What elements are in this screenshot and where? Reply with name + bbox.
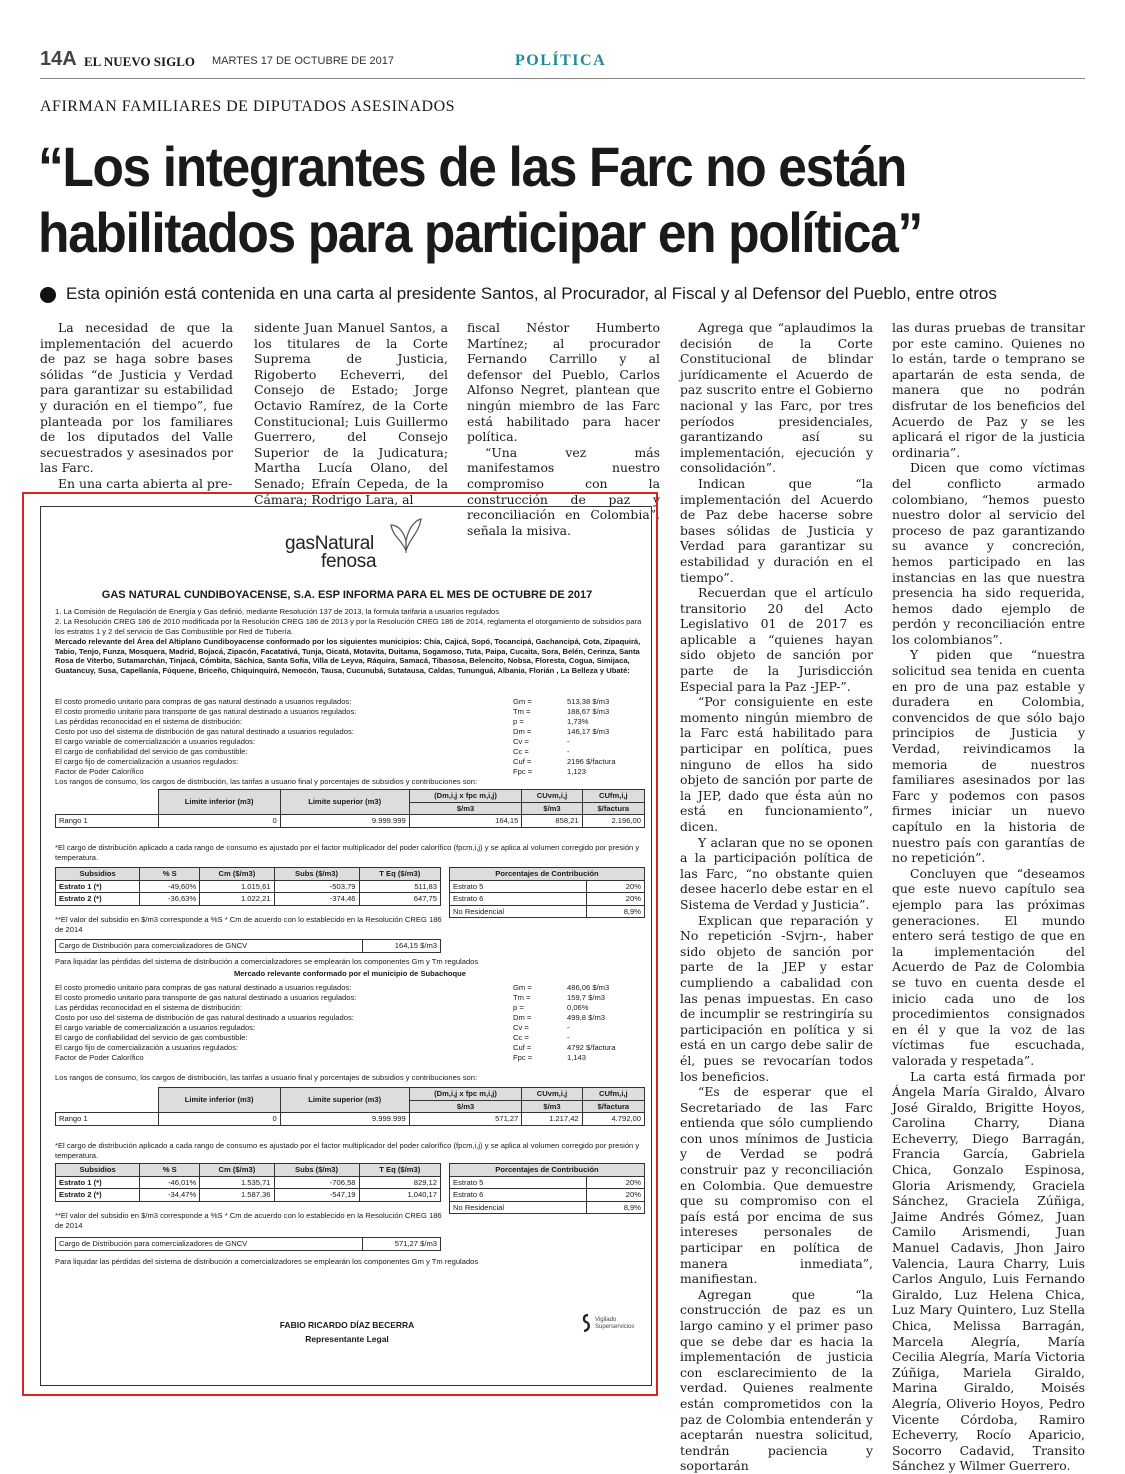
subsidy-table — [55, 1163, 441, 1202]
table-row: Limite inferior (m3) Limite superior (m3) (Dm,i,j x fpc m,i,j) CUvm,i,j CUfm,i,j — [56, 790, 645, 803]
paragraph: Y piden que “nuestra solicitud sea tenida en cuenta en pro de una paz estable y duradera en Colombia, convencidos de que sólo bajo principios de Justicia y Verdad, reivindicamos la memoria de nuestros familiares asesinados por las Farc y podemos con pasos firmes iniciar un nuevo capítulo en la historia de nuestro país con garantías de no repetición”. — [892, 647, 1085, 866]
page-number: 14A — [40, 48, 77, 70]
table-row: $/m3 $/m3 $/factura — [56, 802, 645, 815]
table-row: No Residencial 8,9% — [450, 905, 645, 918]
signer-role: Representante Legal — [305, 1334, 389, 1344]
losses-note: Para liquidar las pérdidas del sistema de distribución a comercializadores se emplearán los componentes Gm y Tm regulados — [55, 957, 479, 966]
subsidy-note: **El valor del subsidio en $/m3 corresponde a %S * Cm de acuerdo con lo establecido en la Resolución CREG 186 de 2014 — [55, 915, 442, 934]
table-row: Estrato 2 (*) -34,47% 1.587,36 -547,19 1.040,17 — [56, 1189, 441, 1202]
article-headline — [38, 134, 1013, 266]
subsidy-note: **El valor del subsidio en $/m3 corresponde a %S * Cm de acuerdo con lo establecido en la Resolución CREG 186 de 2014 — [55, 1211, 442, 1230]
ad-note: 2. La Resolución CREG 186 de 2010 modificada por la Resolución CREG 186 de 2013 y por la Resolución CREG 186 de 2014, reglamenta el otorgamiento de subsidios para los estratos 1 y 2 del servicio de Gas Combustible por Red de Tubería. — [55, 617, 642, 636]
tariff-param-row: Las pérdidas reconocidad en el sistema de distribución: p = 1,73% — [55, 717, 589, 726]
tariff-param-row: El cargo de confiabilidad del servicio de gas combustible: Cc = - — [55, 1033, 570, 1042]
tariff-param-row: El costo promedio unitario para compras de gas natural destinado a usuarios regulados: Gm = 513,38 $/m3 — [55, 697, 610, 706]
paragraph: Y aclaran que no se oponen a la participación política de las Farc, “no obstante quien desee hacerlo debe estar en el Sistema de Verdad y Justicia”. — [680, 834, 873, 912]
gncv-table — [55, 1237, 441, 1251]
table-row: Subsidios % S Cm ($/m3) Subs ($/m3) T Eq ($/m3) — [56, 868, 441, 881]
page-header — [40, 46, 1085, 79]
paragraph: Indican que “la implementación del Acuerdo de Paz debe hacerse sobre bases sólidas de Justicia y Verdad para garantizar su estabilidad y duración en el tiempo”. — [680, 475, 873, 585]
tariff-param-row: El cargo variable de comercialización a usuarios regulados: Cv = - — [55, 1023, 570, 1032]
paragraph: “Por consiguiente en este momento ningún miembro de la Farc está habilitado para participar en política, pues ninguno de ellos ha sido objeto de sanción por parte de la JEP, dado que ésta aún no está en funcionamiento”, dicen. — [680, 694, 873, 834]
logo-text: gasNatural — [285, 533, 374, 554]
contribution-table — [449, 867, 645, 918]
table-row: Estrato 2 (*) -36,63% 1.022,21 -374,46 647,75 — [56, 893, 441, 906]
table-row: Subsidios % S Cm ($/m3) Subs ($/m3) T Eq ($/m3) — [56, 1164, 441, 1177]
paragraph: “Es de esperar que el Secretariado de las Farc entienda que sólo cumpliendo con unos mínimos de Justicia y de Verdad se podrá construir paz y reconciliación en Colombia. Que demuestre que su compromiso con el país está por encima de sus intereses personales de participar en política de manera inmediata”, manifiestan. — [680, 1084, 873, 1287]
newspaper-name: EL NUEVO SIGLO — [84, 54, 195, 69]
tariff-param-row: Factor de Poder Calorífico Fpc = 1,123 — [55, 767, 587, 776]
paragraph: “Una vez más manifestamos nuestro compromiso con la construcción de paz y reconciliación en Colombia”, señala la misiva. — [467, 444, 660, 538]
article-subhead: Esta opinión está contenida en una carta al presidente Santos, al Procurador, al Fiscal y al Defensor del Pueblo, entre otros — [66, 284, 997, 303]
subsidy-table — [55, 867, 441, 906]
paragraph: Recuerdan que el artículo transitorio 20 del Acto Legislativo 01 de 2017 es aplicable a “quienes hayan sido objeto de sanción por parte de la Jurisdicción Especial para la Paz -JEP-”. — [680, 585, 873, 694]
tariff-param-row: El costo promedio unitario para compras de gas natural destinado a usuarios regulados: Gm = 486,06 $/m3 — [55, 983, 610, 992]
paragraph: La necesidad de que la implementación del acuerdo de paz se haga sobre bases sólidas “de Justicia y Verdad para garantizar su estabilidad y duración en el tiempo”, fue planteada por los familiares de los diputados del Valle secuestrados y asesinados por las Farc. — [40, 320, 233, 476]
paragraph: Agregan que “la construcción de paz es un largo camino y el primer paso que se debe dar es hacia la implementación de justicia con esclarecimiento de la verdad. Quienes realmente están comprometidos con la paz de Colombia entenderán y aceptarán nuestra solicitud, tendrán paciencia y soportarán — [680, 1286, 873, 1474]
paragraph: Agrega que “aplaudimos la decisión de la Corte Constitucional de blindar jurídicamente el Acuerdo de paz suscrito entre el Gobierno nacional y las Farc, por tres períodos presidenciales, garantizando así su implementación, ejecución y consolidación”. — [680, 320, 873, 476]
tariff-param-row: Las pérdidas reconocidad en el sistema de distribución: p = 0,06% — [55, 1003, 589, 1012]
table-row: No Residencial 8,9% — [450, 1201, 645, 1214]
article-column-2 — [254, 320, 448, 507]
paragraph: fiscal Néstor Humberto Martínez; al procurador Fernando Carrillo y al defensor del Pueblo, Carlos Alfonso Negret, plantean que ningún miembro de las Farc está habilitado para hacer política. — [467, 320, 660, 445]
superservicios-icon — [581, 1313, 591, 1333]
market-description: Mercado relevante del Área del Altiplano Cundiboyacense conformado por los siguientes municipios: Chía, Cajicá, Sopó, Tocancipá, Gachancipá, Cota, Zipaquirá, Tabio, Tenjo, Funza, Mosquera, Madrid, Bojacá, Zipacón, Facatativá, Tunja, Oicatá, Motavita, Duitama, Sogamoso, Tuta, Paipa, Cucaita, Sora, Belén, Cerinza, Santa Rosa de Viterbo, Sutamarchán, Tinjacá, Cómbita, Sáchica, Santa Sofía, Villa de Leyva, Ráquira, Samacá, Tibasosa, Belencito, Nobsa, Floresta, Cogua, Simijaca, Guatancuy, Susa, Capellanía, Fúquene, Briceño, Chiquinquirá, Nemocón, Tausa, Cucunubá, Sutatausa, Caldas, Tununguá, Albania, Florián , La Belleza y Ubaté: — [55, 637, 641, 675]
rates-table — [55, 1087, 645, 1126]
paragraph: En una carta abierta al pre- — [58, 475, 233, 491]
logo-text: fenosa — [321, 551, 377, 572]
ad-title: GAS NATURAL CUNDIBOYACENSE, S.A. ESP INFORMA PARA EL MES DE OCTUBRE DE 2017 — [101, 589, 593, 601]
table-row: Estrato 6 20% — [450, 1189, 645, 1202]
distribution-note: *El cargo de distribución aplicado a cada rango de consumo es ajustado por el factor multiplicador del poder calorífico (fpcm,i,j) y se aplica al volumen corregido por presión y temperatura. — [55, 1141, 640, 1160]
paragraph: sidente Juan Manuel Santos, a los titulares de la Corte Suprema de Justicia, Rigoberto Echeverri, del Consejo de Estado; Jorge Octavio Ramírez, de la Corte Constitucional; Luis Guillermo Guerrero, del Consejo Superior de la Judicatura; Martha Lucía Olano, del Senado; Efraín Cepeda, de la Cámara; Rodrigo Lara, al — [254, 320, 448, 507]
table-row: Estrato 1 (*) -46,01% 1.535,71 -706,58 829,12 — [56, 1176, 441, 1189]
issue-date: MARTES 17 DE OCTUBRE DE 2017 — [212, 55, 394, 67]
table-row: Estrato 6 20% — [450, 893, 645, 906]
losses-note: Para liquidar las pérdidas del sistema de distribución a comercializadores se emplearán los componentes Gm y Tm regulados — [55, 1257, 479, 1266]
article-kicker: AFIRMAN FAMILIARES DE DIPUTADOS ASESINADOS — [40, 98, 456, 115]
rates-table — [55, 789, 645, 828]
section-name: POLÍTICA — [515, 52, 607, 69]
tariff-param-row: Factor de Poder Calorífico Fpc = 1,143 — [55, 1053, 587, 1062]
headline-line-2: habilitados para participar en política” — [38, 201, 922, 264]
headline-line-1: “Los integrantes de las Farc no están — [38, 135, 906, 198]
paragraph: La carta está firmada por Ángela María Giraldo, Álvaro José Giraldo, Brigitte Hoyos, Carolina Charry, Diana Echeverry, Diego Barragán, Francia García, Gabriela Chica, Gonzalo Espinosa, Gloria Arismendy, Graciela Sánchez, Graciela Zúñiga, Jaime Andrés Gómez, Juan Camilo Arismendi, Juan Manuel Cadavis, Jhon Jairo Valencia, Laura Charry, Luis Carlos Angulo, Luis Fernando Giraldo, Luz Helena Chica, Luz Mary Quintero, Luz Stella Chica, Melissa Barragán, Marcela Alegría, María Cecilia Alegría, María Victoria Zúñiga, Mariela Giraldo, Marina Giraldo, Moisés Alegría, Oliverio Hoyos, Pedro Vicente Córdoba, Ramiro Echeverry, Rocío Aparicio, Socorro Cadavid, Transito Sánchez y Wilmer Guerrero. — [892, 1068, 1085, 1474]
table-row: Estrato 1 (*) -49,60% 1.015,61 -503,79 511,83 — [56, 880, 441, 893]
tariff-param-row: El costo promedio unitario para transporte de gas natural destinado a usuarios regulados: Tm = 188,67 $/m3 — [55, 707, 610, 716]
table-row: Estrato 5 20% — [450, 1176, 645, 1189]
table-row: Estrato 5 20% — [450, 880, 645, 893]
table-row: Cargo de Distribución para comercializadores de GNCV 164,15 $/m3 — [56, 940, 441, 953]
table-row: Rango 1 0 9.999.999 164,15 858,21 2.196,00 — [56, 815, 645, 828]
article-column-1 — [40, 320, 233, 492]
tariff-param-row: El costo promedio unitario para transporte de gas natural destinado a usuarios regulados: Tm = 159,7 $/m3 — [55, 993, 605, 1002]
vigilado-label: Vigilado Superservicios — [595, 1317, 635, 1330]
market-description: Mercado relevante conformado por el municipio de Subachoque — [233, 969, 467, 978]
table-row: Cargo de Distribución para comercializadores de GNCV 571,27 $/m3 — [56, 1238, 441, 1251]
table-row: Limite inferior (m3) Limite superior (m3) (Dm,i,j x fpc m,i,j) CUvm,i,j CUfm,i,j — [56, 1088, 645, 1101]
tariff-param-row: El cargo fijo de comercialización a usuarios regulados: Cuf = 4792 $/factura — [55, 1043, 616, 1052]
article-column-5 — [892, 320, 1085, 1474]
tariff-param-row: El cargo variable de comercialización a usuarios regulados: Cv = - — [55, 737, 570, 746]
table-row: Porcentajes de Contribución — [450, 868, 645, 881]
distribution-note: *El cargo de distribución aplicado a cada rango de consumo es ajustado por el factor multiplicador del poder calorífico (fpcm,i,j) y se aplica al volumen corregido por presión y temperatura. — [55, 843, 640, 862]
gncv-table — [55, 939, 441, 953]
table-row: Rango 1 0 9.999.999 571,27 1.217,42 4.792,00 — [56, 1113, 645, 1126]
ad-note: 1. La Comisión de Regulación de Energía y Gas definió, mediante Resolución 137 de 2013, la formula tarifaria a usuarios regulados — [55, 607, 500, 616]
article-column-4 — [680, 320, 873, 1474]
ranges-label: Los rangos de consumo, los cargos de distribución, las tarifas a usuario final y porcentajes de subsidios y contribuciones son: — [55, 777, 478, 786]
signer-name: FABIO RICARDO DÍAZ BECERRA — [279, 1320, 415, 1330]
paragraph: las duras pruebas de transitar por este camino. Quienes no lo están, tarde o temprano se apartarán de esta senda, de manera que no podrán disfrutar de los beneficios del Acuerdo de Paz y se les aplicará el rigor de la justicia ordinaria”. — [892, 320, 1085, 460]
paragraph: Explican que reparación y No repetición -Svjrn-, haber sido objeto de sanción por parte de la JEP y estar cumpliendo a cabalidad con las penas impuestas. En caso de incumplir se restringiría su participación en política y si está en un cargo debe salir de él, pues se revocarían todos los beneficios. — [680, 912, 873, 1084]
table-row: $/m3 $/m3 $/factura — [56, 1100, 645, 1113]
paragraph: Concluyen que “deseamos que este nuevo capítulo sea ejemplo para las próximas generaciones. El mundo entero será testigo de que en la implementación del Acuerdo de Paz de Colombia se tuvo en cuenta desde el inicio cada uno de los procedimientos consignados en él y que la voz de las víctimas fue escuchada, valorada y respetada”. — [892, 865, 1085, 1068]
contribution-table — [449, 1163, 645, 1214]
tariff-param-row: Costo por uso del sistema de distribución de gas natural destinado a usuarios regulados: Dm = 499,8 $/m3 — [55, 1013, 605, 1022]
ranges-label: Los rangos de consumo, los cargos de distribución, las tarifas a usuario final y porcentajes de subsidios y contribuciones son: — [55, 1073, 478, 1082]
tariff-param-row: El cargo fijo de comercialización a usuarios regulados: Cuf = 2196 $/factura — [55, 757, 616, 766]
tariff-param-row: El cargo de confiabilidad del servicio de gas combustible: Cc = - — [55, 747, 570, 756]
table-row: Porcentajes de Contribución — [450, 1164, 645, 1177]
bullet-icon — [40, 287, 56, 303]
paragraph: Dicen que como víctimas del conflicto armado colombiano, “hemos puesto nuestro dolor al servicio del proceso de paz garantizando su avance y concreción, hemos participado en las instancias en las que nuestra presencia ha sido requerida, hemos dado ejemplo de perdón y reconciliación entre los colombianos”. — [892, 460, 1085, 647]
tariff-param-row: Costo por uso del sistema de distribución de gas natural destinado a usuarios regulados: Dm = 146,17 $/m3 — [55, 727, 610, 736]
gas-tariff-advertisement — [40, 506, 652, 1386]
butterfly-logo-icon — [389, 515, 423, 555]
